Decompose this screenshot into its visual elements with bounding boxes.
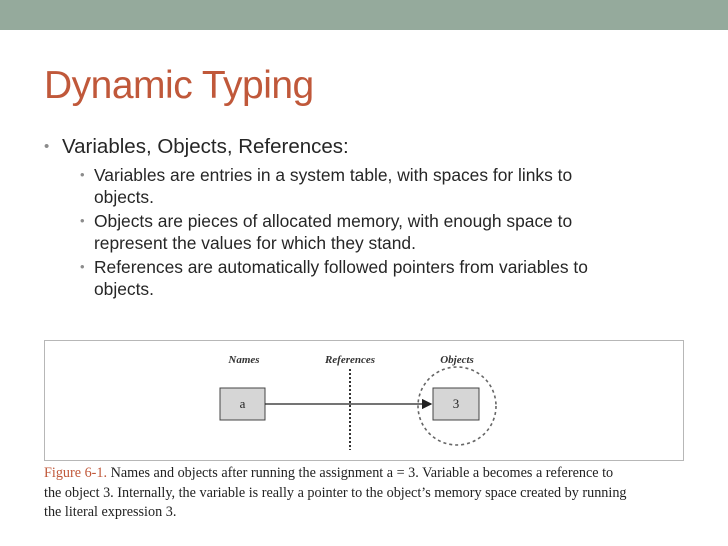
sub-bullet-line: Variables are entries in a system table, with spaces for links to	[94, 165, 573, 185]
bullet-dot-icon: •	[44, 138, 50, 155]
sub-bullet-references	[80, 256, 684, 300]
sub-bullet-variables	[80, 164, 684, 208]
sub-bullet-line: Objects are pieces of allocated memory, with enough space to	[94, 211, 573, 231]
variable-label: a	[239, 396, 246, 411]
sub-bullet-objects	[80, 210, 684, 254]
objects-header: Objects	[440, 354, 474, 366]
bullet-dot-icon: •	[80, 259, 85, 274]
figure-caption	[44, 464, 684, 523]
bullet-dot-icon: •	[80, 213, 85, 228]
top-accent-bar	[0, 0, 728, 30]
figure	[44, 340, 684, 526]
caption-line: the literal expression 3.	[44, 504, 177, 520]
bullet-level1	[44, 132, 684, 162]
object-value: 3	[452, 396, 460, 411]
sub-bullet-line: objects.	[94, 187, 154, 207]
bullet-text: Variables, Objects, References:	[62, 135, 349, 158]
caption-line: Names and objects after running the assignment a = 3. Variable a becomes a reference to	[107, 465, 614, 481]
bullet-list	[44, 132, 684, 300]
bullet-dot-icon: •	[80, 167, 85, 182]
reference-diagram	[44, 340, 684, 461]
sub-bullet-line: References are automatically followed pointers from variables to	[94, 257, 588, 277]
slide-title: Dynamic Typing	[44, 64, 314, 107]
caption-line: the object 3. Internally, the variable is really a pointer to the object’s memory space created by running	[44, 484, 627, 501]
caption-label: Figure 6-1.	[44, 465, 108, 481]
sub-bullet-line: represent the values for which they stand.	[94, 233, 416, 253]
names-header: Names	[228, 354, 260, 366]
sub-bullet-line: objects.	[94, 279, 154, 299]
references-header: References	[324, 354, 376, 366]
